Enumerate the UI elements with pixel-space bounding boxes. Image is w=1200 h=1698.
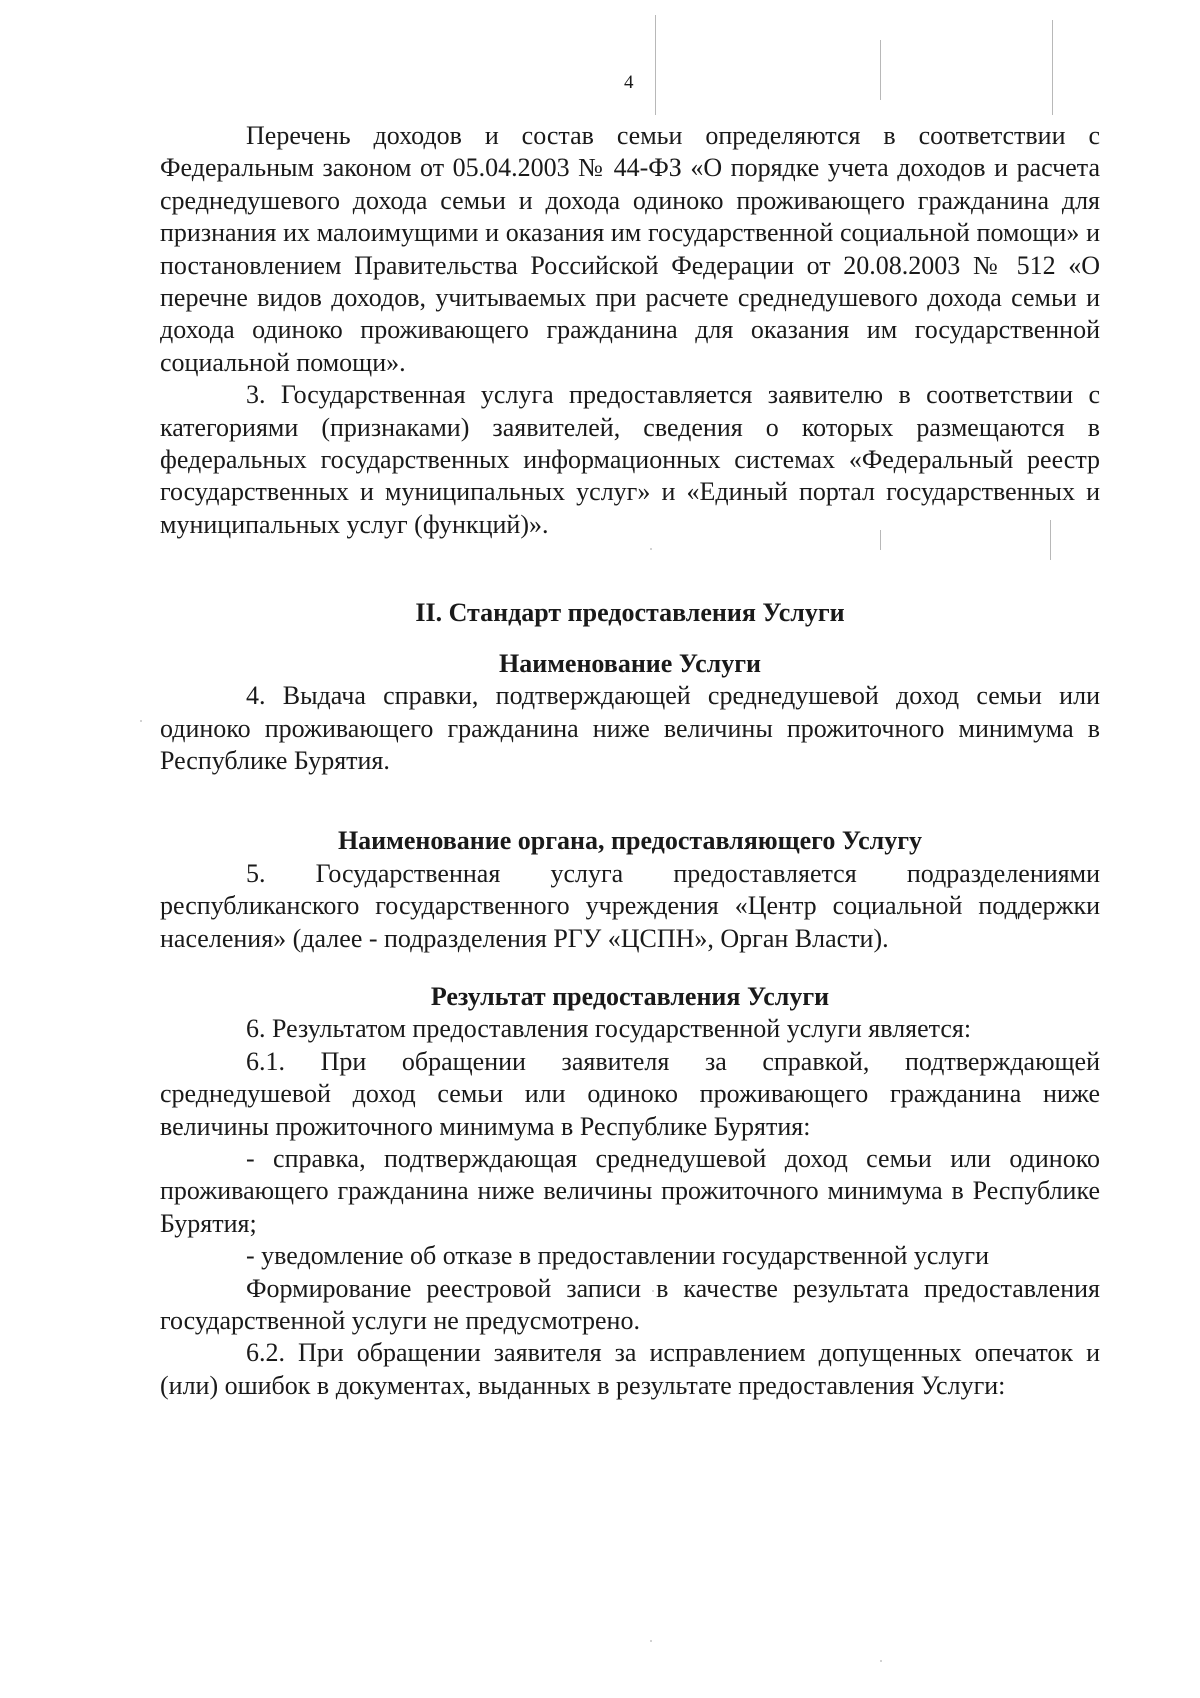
paragraph-income-list: Перечень доходов и состав семьи определяются в соответствии с Федеральным законом от 05.04.2003 № 44-ФЗ «О порядке учета доходов и расчета среднедушевого дохода семьи и дохода одиноко проживающего гражданина для признания их малоимущими и оказания им государственной социальной помощи» и постановлением Правительства Российской Федерации от 20.08.2003 № 512 «О перечне видов доходов, учитываемых при расчете среднедушевого дохода семьи и дохода одиноко проживающего гражданина для оказания им государственной социальной помощи». — [160, 121, 1100, 377]
scan-artifact-dot — [650, 1640, 652, 1642]
scan-artifact-line — [655, 15, 656, 115]
subheading-result: Результат предоставления Услуги — [430, 981, 830, 1011]
paragraph-registry: Формирование реестровой записи в качестве результата предоставления государственной услуги не предусмотрено. — [160, 1273, 1100, 1335]
paragraph-4: 4. Выдача справки, подтверждающей среднедушевой доход семьи или одиноко проживающего гражданина ниже величины прожиточного минимума в Республике Бурятия. — [160, 681, 1100, 775]
list-item-refusal: - уведомление об отказе в предоставлении государственной услуги — [246, 1241, 989, 1271]
paragraph-6-1: 6.1. При обращении заявителя за справкой, подтверждающей среднедушевой доход семьи или одиноко проживающего гражданина ниже величины прожиточного минимума в Республике Бурятия: — [160, 1046, 1100, 1141]
subheading-organ: Наименование органа, предоставляющего Услугу — [337, 826, 923, 856]
page-number: 4 — [624, 72, 634, 93]
paragraph-6: 6. Результатом предоставления государственной услуги является: — [246, 1014, 972, 1044]
scan-artifact-dot — [140, 720, 142, 722]
scan-artifact-line — [880, 40, 881, 100]
paragraph-5: 5. Государственная услуга предоставляется подразделениями республиканского государственного учреждения «Центр социальной поддержки населения» (далее - подразделения РГУ «ЦСПН», Орган Власти). — [160, 858, 1100, 953]
scan-artifact-line — [1052, 20, 1053, 115]
subheading-service-name: Наименование Услуги — [498, 648, 762, 678]
paragraph-3: 3. Государственная услуга предоставляется заявителю в соответствии с категориями (признаками) заявителей, сведения о которых размещаются в федеральных государственных информационных системах «Федеральный реестр государственных и муниципальных услуг» и «Единый портал государственных и муниципальных услуг (функций)». — [160, 380, 1100, 539]
paragraph-6-2: 6.2. При обращении заявителя за исправлением допущенных опечаток и (или) ошибок в документах, выданных в результате предоставления Услуги: — [160, 1338, 1100, 1400]
list-item-certificate: - справка, подтверждающая среднедушевой доход семьи или одиноко проживающего гражданина ниже величины прожиточного минимума в Республике Бурятия; — [160, 1143, 1100, 1238]
document-body — [160, 120, 1100, 1402]
scan-artifact-dot — [880, 1660, 882, 1662]
section-heading: II. Стандарт предоставления Услуги — [415, 598, 845, 628]
